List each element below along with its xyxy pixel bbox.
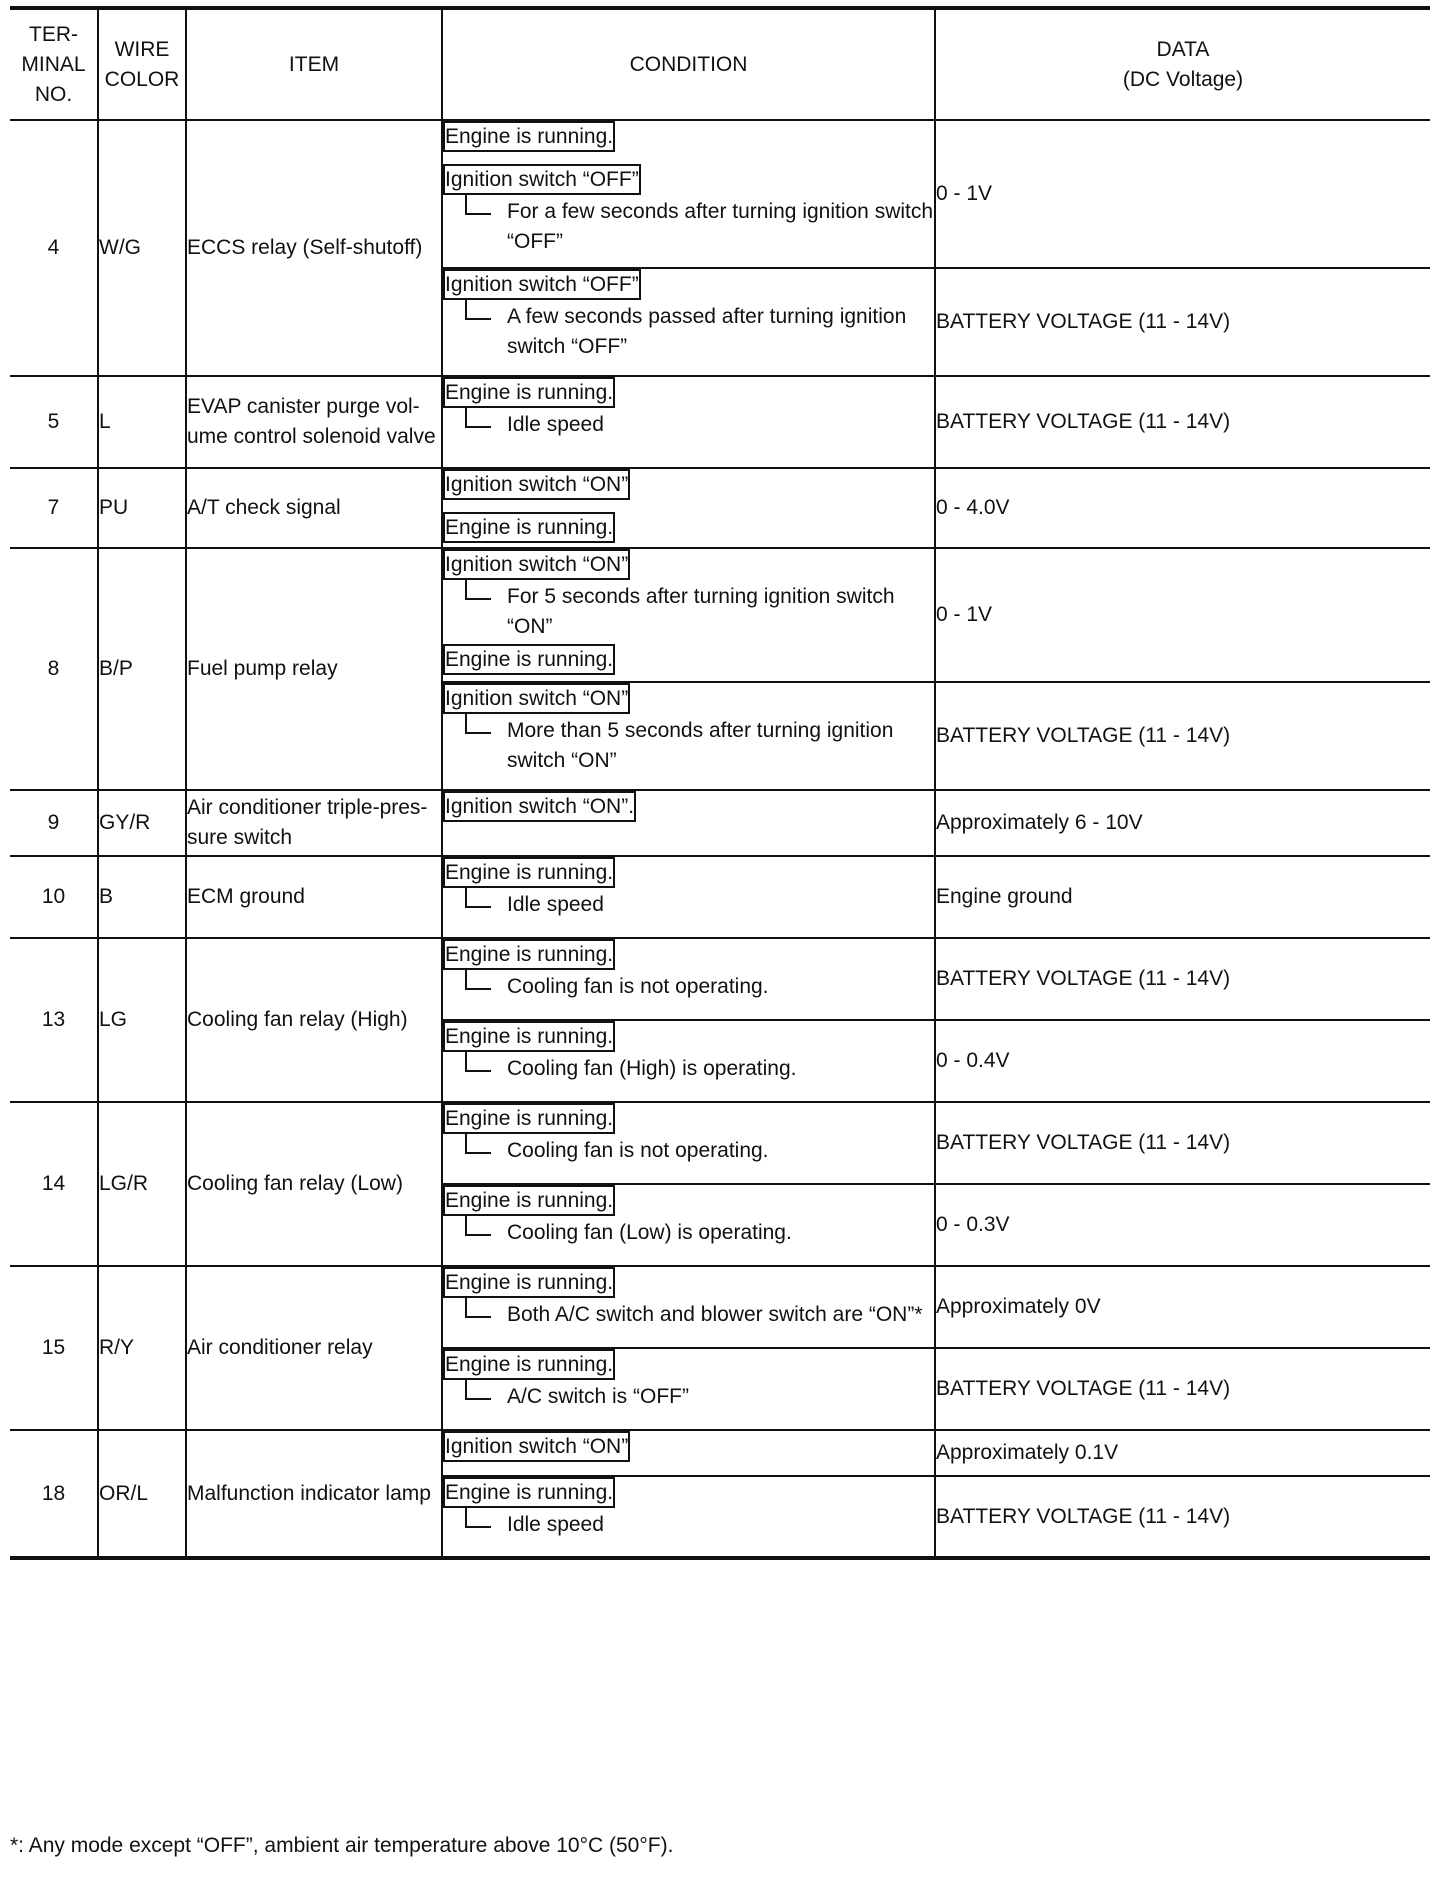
table-row [10,856,1430,938]
terminal-no-cell: 5 [10,376,98,468]
condition-detail-text: Cooling fan (High) is operating. [507,1057,797,1080]
data-voltage-cell: Approximately 0V [935,1266,1430,1348]
wire-color-cell: R/Y [98,1266,186,1430]
terminal-no-cell: 15 [10,1266,98,1430]
wire-color-cell: L [98,376,186,468]
condition-detail-text: Idle speed [507,893,604,916]
condition-box: Ignition switch “ON” [443,1431,630,1462]
data-voltage-cell: Approximately 6 - 10V [935,790,1430,856]
data-voltage-cell: BATTERY VOLTAGE (11 - 14V) [935,938,1430,1020]
condition-detail-text: Cooling fan is not operating. [507,1139,769,1162]
condition-box: Engine is running. [443,512,615,543]
condition-detail [443,582,934,642]
condition-box: Engine is running. [443,1103,615,1134]
condition-detail [443,302,934,362]
condition-cell [442,468,935,548]
data-voltage-cell: 0 - 0.3V [935,1184,1430,1266]
data-voltage-cell: BATTERY VOLTAGE (11 - 14V) [935,268,1430,376]
table-row [10,548,1430,682]
condition-detail-text: Cooling fan is not operating. [507,975,769,998]
wire-color-cell: B [98,856,186,938]
terminal-no-cell: 7 [10,468,98,548]
terminal-no-cell: 10 [10,856,98,938]
item-cell: Cooling fan relay (High) [186,938,442,1102]
condition-detail-text: For 5 seconds after turning ignition switch “ON” [507,585,895,638]
tree-connector-icon [465,406,491,428]
wire-color-cell: LG [98,938,186,1102]
condition-box: Engine is running. [443,1477,615,1508]
condition-detail [443,1054,934,1084]
condition-detail-text: Idle speed [507,1513,604,1536]
data-voltage-cell: BATTERY VOLTAGE (11 - 14V) [935,376,1430,468]
condition-cell [442,1476,935,1558]
condition-box: Engine is running. [443,939,615,970]
tree-connector-icon [465,1050,491,1072]
condition-cell [442,548,935,682]
data-voltage-cell: BATTERY VOLTAGE (11 - 14V) [935,1476,1430,1558]
terminal-no-cell: 4 [10,120,98,376]
condition-cell [442,1020,935,1102]
tree-connector-icon [465,886,491,908]
wire-color-cell: LG/R [98,1102,186,1266]
condition-box: Engine is running. [443,1349,615,1380]
table-row [10,376,1430,468]
table-row [10,1102,1430,1184]
condition-detail-text: Idle speed [507,413,604,436]
condition-box: Engine is running. [443,857,615,888]
header-wire-color: WIRE COLOR [98,8,186,120]
header-row [10,8,1430,120]
item-cell: ECCS relay (Self-shutoff) [186,120,442,376]
data-voltage-cell: 0 - 1V [935,548,1430,682]
terminal-data-sheet [10,6,1430,1560]
tree-connector-icon [465,1506,491,1528]
condition-detail-text: Cooling fan (Low) is operating. [507,1221,792,1244]
condition-box: Ignition switch “ON” [443,469,630,500]
condition-cell [442,938,935,1020]
data-voltage-cell: BATTERY VOLTAGE (11 - 14V) [935,1348,1430,1430]
tree-connector-icon [465,298,491,320]
item-cell: EVAP canister purge vol-ume control solenoid valve [186,376,442,468]
data-voltage-cell: Engine ground [935,856,1430,938]
condition-detail-text: A/C switch is “OFF” [507,1385,689,1408]
data-voltage-cell: BATTERY VOLTAGE (11 - 14V) [935,1102,1430,1184]
condition-cell [442,120,935,268]
item-cell: A/T check signal [186,468,442,548]
condition-cell [442,790,935,856]
condition-box: Engine is running. [443,1021,615,1052]
item-cell: Air conditioner triple-pres-sure switch [186,790,442,856]
condition-detail-text: A few seconds passed after turning ignition switch “OFF” [507,305,907,358]
condition-detail [443,410,934,440]
condition-detail-text: More than 5 seconds after turning ignition switch “ON” [507,719,894,772]
wire-color-cell: B/P [98,548,186,790]
condition-cell [442,268,935,376]
data-voltage-cell: 0 - 4.0V [935,468,1430,548]
wire-color-cell: GY/R [98,790,186,856]
condition-detail [443,716,934,776]
condition-cell [442,1102,935,1184]
table-row [10,790,1430,856]
condition-box: Ignition switch “OFF” [443,164,641,195]
condition-detail [443,1300,934,1330]
wire-color-cell: W/G [98,120,186,376]
tree-connector-icon [465,193,491,215]
header-data: DATA (DC Voltage) [935,8,1430,120]
condition-box: Ignition switch “ON”. [443,791,636,822]
tree-connector-icon [465,1214,491,1236]
table-row [10,1266,1430,1348]
condition-detail [443,1382,934,1412]
table-row [10,120,1430,268]
data-voltage-cell: BATTERY VOLTAGE (11 - 14V) [935,682,1430,790]
condition-cell [442,376,935,468]
terminal-no-cell: 8 [10,548,98,790]
item-cell: Cooling fan relay (Low) [186,1102,442,1266]
condition-detail-text: For a few seconds after turning ignition switch “OFF” [507,200,934,253]
condition-box: Ignition switch “ON” [443,683,630,714]
condition-detail [443,890,934,920]
data-voltage-cell: 0 - 0.4V [935,1020,1430,1102]
terminal-no-cell: 9 [10,790,98,856]
wire-color-cell: OR/L [98,1430,186,1558]
table-row [10,468,1430,548]
condition-cell [442,856,935,938]
condition-detail [443,1510,934,1540]
data-voltage-cell: 0 - 1V [935,120,1430,268]
condition-box: Engine is running. [443,1185,615,1216]
terminal-no-cell: 13 [10,938,98,1102]
condition-detail [443,1136,934,1166]
header-terminal-no: TER- MINAL NO. [10,8,98,120]
data-voltage-cell: Approximately 0.1V [935,1430,1430,1476]
tree-connector-icon [465,1296,491,1318]
item-cell: Malfunction indicator lamp [186,1430,442,1558]
condition-cell [442,1348,935,1430]
condition-box: Engine is running. [443,1267,615,1298]
condition-cell [442,682,935,790]
table-row [10,938,1430,1020]
condition-cell [442,1266,935,1348]
condition-cell [442,1430,935,1476]
tree-connector-icon [465,1132,491,1154]
item-cell: ECM ground [186,856,442,938]
condition-box: Ignition switch “ON” [443,549,630,580]
condition-detail [443,972,934,1002]
condition-box: Ignition switch “OFF” [443,269,641,300]
ecm-terminal-table [10,6,1430,1560]
condition-box: Engine is running. [443,121,615,152]
condition-cell [442,1184,935,1266]
tree-connector-icon [465,712,491,734]
table-row [10,1430,1430,1476]
wire-color-cell: PU [98,468,186,548]
condition-box: Engine is running. [443,377,615,408]
footnote: *: Any mode except “OFF”, ambient air temperature above 10°C (50°F). [10,1834,674,1857]
item-cell: Air conditioner relay [186,1266,442,1430]
terminal-no-cell: 14 [10,1102,98,1266]
header-condition: CONDITION [442,8,935,120]
tree-connector-icon [465,1378,491,1400]
condition-box: Engine is running. [443,644,615,675]
item-cell: Fuel pump relay [186,548,442,790]
condition-detail-text: Both A/C switch and blower switch are “ON”* [507,1303,923,1326]
terminal-no-cell: 18 [10,1430,98,1558]
condition-detail [443,197,934,257]
condition-detail [443,1218,934,1248]
tree-connector-icon [465,968,491,990]
header-item: ITEM [186,8,442,120]
tree-connector-icon [465,578,491,600]
